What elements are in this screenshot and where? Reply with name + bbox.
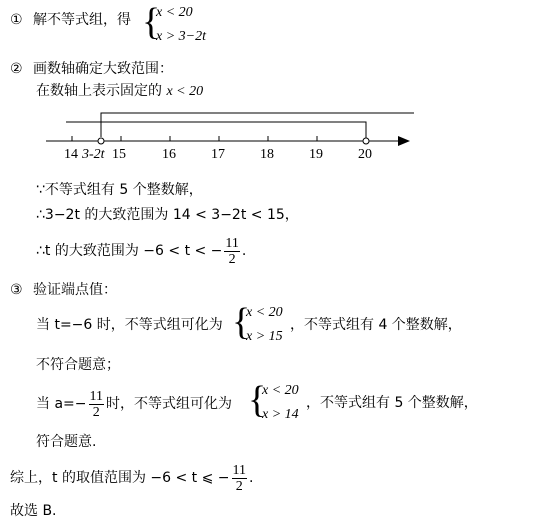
case1-brace: { [232, 301, 251, 343]
summary-suffix: . [249, 470, 254, 486]
step2-line2: ∴3−2t 的大致范围为 14 < 3−2t < 15， [36, 207, 299, 223]
tick-label-14: 14 [64, 147, 78, 162]
step2-desc-math: x < 20 [166, 84, 204, 99]
fraction-numerator: 11 [232, 462, 246, 478]
step3-title: 验证端点值： [33, 282, 118, 298]
step3-title-line [10, 281, 117, 299]
summary-line [10, 459, 253, 497]
fraction-numerator: 11 [225, 235, 239, 251]
case2-ineq-2: x > 14 [262, 407, 299, 422]
case1-ineq-2: x > 15 [246, 329, 283, 344]
summary-prefix: 综上，t 的取值范围为 −6 < t ⩽ − [10, 470, 230, 486]
tick-label-16: 16 [162, 147, 176, 162]
step2-line1: ∵不等式组有 5 个整数解， [36, 182, 203, 198]
step2-desc-prefix: 在数轴上表示固定的 [36, 83, 162, 99]
case2-ineq-1: x < 20 [262, 383, 299, 398]
case1-ineq-1: x < 20 [246, 305, 283, 320]
step1-ineq-2: x > 3−2t [156, 29, 206, 44]
tick-label-17: 17 [211, 147, 225, 162]
tick-label-3-2t: 3-2t [82, 147, 105, 162]
tick-label-18: 18 [260, 147, 274, 162]
step1-marker: ① [10, 12, 23, 28]
tick-label-19: 19 [309, 147, 323, 162]
case1-prefix: 当 t=−6 时，不等式组可化为 [36, 317, 223, 333]
step2-line3 [36, 232, 246, 270]
fraction [89, 389, 104, 420]
case2-line [36, 385, 232, 423]
step1-ineq-1: x < 20 [156, 5, 193, 20]
case1-suffix: ，不等式组有 4 个整数解， [290, 317, 462, 333]
fraction-denominator: 2 [228, 251, 236, 267]
fraction [232, 463, 247, 494]
case2-suffix: ，不等式组有 5 个整数解， [306, 395, 478, 411]
case2-brace: { [248, 379, 267, 421]
step2-title: 画数轴确定大致范围： [33, 61, 174, 77]
step2-line3-suffix: . [241, 243, 247, 259]
tick-label-20: 20 [358, 147, 372, 162]
step1-brace: { [142, 1, 161, 43]
answer-line: 故选 B. [10, 503, 57, 519]
fraction [224, 236, 239, 267]
case1-result: 不符合题意； [36, 357, 120, 373]
step2-marker: ② [10, 61, 23, 77]
case2-result: 符合题意. [36, 434, 97, 450]
step2-line3-prefix: ∴t 的大致范围为 −6 < t < − [36, 243, 223, 259]
step1-text: 解不等式组，得 [33, 12, 132, 28]
step3-marker: ③ [10, 282, 23, 298]
case2-mid: 时，不等式组可化为 [105, 396, 232, 412]
tick-label-15: 15 [112, 147, 126, 162]
fraction-numerator: 11 [89, 388, 103, 404]
fraction-denominator: 2 [92, 404, 100, 420]
fraction-denominator: 2 [235, 478, 243, 494]
case2-prefix: 当 a=− [36, 396, 87, 412]
